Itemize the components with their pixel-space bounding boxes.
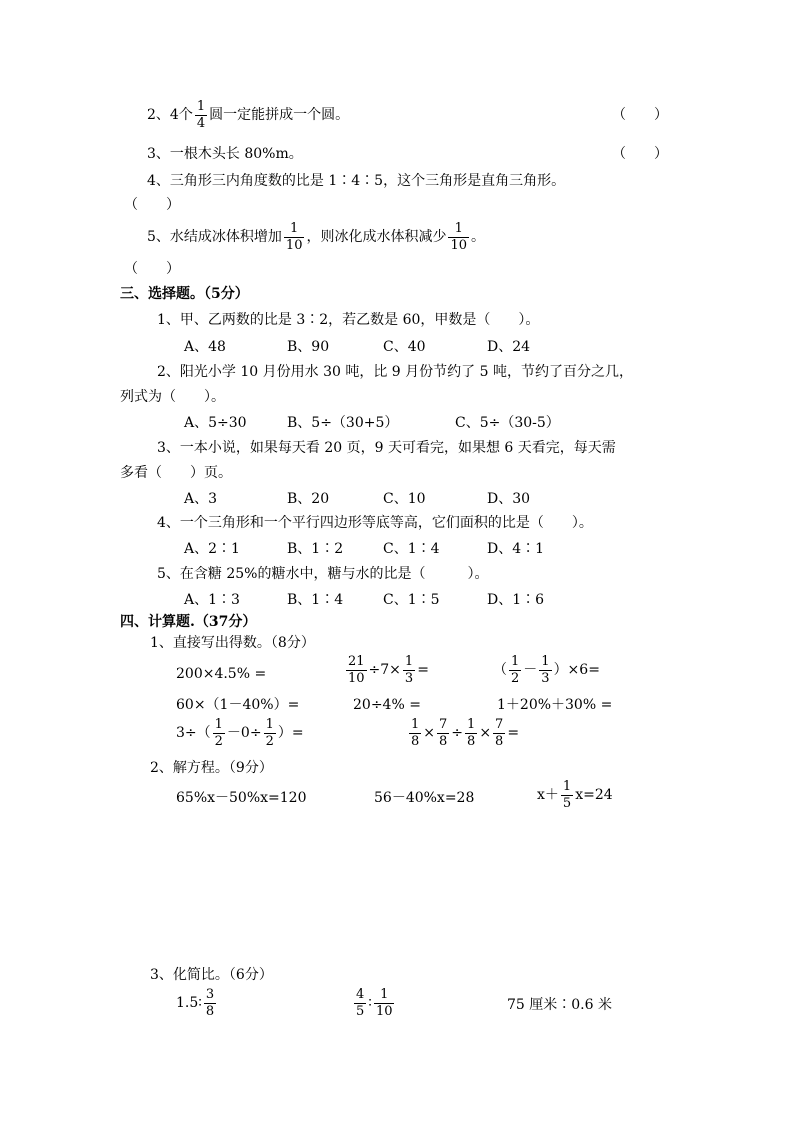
ratio-2: $\frac{4}{5}$ ∶ $\frac{1}{10}$ [356, 987, 393, 1019]
fraction: $\frac{1}{8}$ [467, 717, 476, 749]
fraction: $\frac{1}{3}$ [541, 654, 550, 686]
option[interactable]: A、48 [184, 339, 226, 355]
fraction: $\frac{3}{8}$ [205, 987, 215, 1019]
option[interactable]: D、4∶1 [487, 541, 545, 557]
option[interactable]: B、1∶4 [287, 592, 344, 608]
expr-3: （ $\frac{1}{2}$ － $\frac{1}{3}$ ）×6= [493, 654, 600, 686]
expr-2: $\frac{21}{10}$ ÷7× $\frac{1}{3}$ = [348, 654, 429, 686]
subsection-title: 2、解方程。（9分） [150, 760, 273, 776]
expr-5: 20÷4% = [353, 697, 421, 713]
fraction: $\frac{1}{4}$ [196, 99, 206, 131]
option[interactable]: B、1∶2 [287, 541, 344, 557]
equation-2: 56－40%x=28 [374, 790, 475, 806]
fraction: $\frac{1}{5}$ [562, 779, 572, 811]
fraction: $\frac{1}{2}$ [511, 654, 520, 686]
answer-paren[interactable]: （ ） [124, 261, 180, 277]
fraction: $\frac{1}{10}$ [375, 987, 393, 1019]
subsection-title: 1、直接写出得数。（8分） [150, 635, 315, 651]
option[interactable]: B、90 [287, 339, 330, 355]
option[interactable]: A、1∶3 [184, 592, 240, 608]
fraction: $\frac{1}{3}$ [404, 654, 414, 686]
option[interactable]: C、1∶4 [383, 541, 440, 557]
judge-q2-pre: 2、4个 [147, 107, 193, 124]
choice-q2-line2: 列式为（ ）。 [120, 389, 225, 405]
judge-q3: 3、一根木头长 80%m。 [147, 146, 303, 162]
fraction: $\frac{1}{10}$ [285, 221, 303, 253]
choice-q1: 1、甲、乙两数的比是 3∶2，若乙数是 60，甲数是（ ）。 [157, 312, 540, 328]
ratio-1: 1.5∶ $\frac{3}{8}$ [176, 987, 215, 1019]
expr-7: 3÷（ $\frac{1}{2}$ －0÷ $\frac{1}{2}$ ）= [176, 717, 304, 749]
option[interactable]: A、3 [184, 491, 218, 507]
fraction: $\frac{7}{8}$ [439, 717, 448, 749]
judge-q4: 4、三角形三内角度数的比是 1∶4∶5，这个三角形是直角三角形。 [147, 173, 566, 189]
fraction: $\frac{4}{5}$ [356, 987, 365, 1019]
expr-8: $\frac{1}{8}$ × $\frac{7}{8}$ ÷ $\frac{1}{8}$ × $\frac{7}{8}$ = [411, 717, 520, 749]
option[interactable]: C、1∶5 [383, 592, 440, 608]
fraction: $\frac{21}{10}$ [348, 654, 365, 686]
subsection-title: 3、化简比。（6分） [150, 967, 273, 983]
option[interactable]: D、1∶6 [487, 592, 545, 608]
answer-paren[interactable]: （ ） [124, 197, 180, 213]
option[interactable]: B、20 [287, 491, 330, 507]
choice-q3-line1: 3、一本小说，如果每天看 20 页，9 天可看完，如果想 6 天看完，每天需 [157, 440, 616, 456]
fraction: $\frac{1}{2}$ [214, 717, 223, 749]
option[interactable]: A、5÷30 [184, 415, 247, 431]
judge-q5: 5、水结成冰体积增加 $\frac{1}{10}$ ，则冰化成水体积减少 $\frac{1}{10}$ 。 [147, 221, 486, 253]
choice-q4: 4、一个三角形和一个平行四边形等底等高，它们面积的比是（ ）。 [157, 515, 593, 531]
section-heading-choice: 三、选择题。（5分） [120, 286, 249, 302]
choice-q2-line1: 2、阳光小学 10 月份用水 30 吨，比 9 月份节约了 5 吨，节约了百分之几， [157, 364, 633, 380]
option[interactable]: B、5÷（30+5） [287, 415, 399, 431]
choice-q3-line2: 多看（ ）页。 [120, 465, 232, 481]
expr-1: 200×4.5% = [176, 666, 267, 682]
fraction: $\frac{1}{8}$ [411, 717, 420, 749]
option[interactable]: D、30 [487, 491, 531, 507]
ratio-3: 75 厘米∶0.6 米 [507, 997, 612, 1013]
option[interactable]: C、40 [383, 339, 426, 355]
judge-q2-post: 圆一定能拼成一个圆。 [209, 107, 350, 124]
equation-1: 65%x－50%x=120 [176, 790, 307, 806]
fraction: $\frac{1}{10}$ [450, 221, 468, 253]
equation-3: x＋ $\frac{1}{5}$ x=24 [537, 779, 613, 811]
choice-q5: 5、在含糖 25%的糖水中，糖与水的比是（ ）。 [157, 566, 489, 582]
expr-4: 60×（1－40%）= [176, 697, 300, 713]
judge-q2 [147, 100, 349, 130]
option[interactable]: C、5÷（30-5） [455, 415, 560, 431]
option[interactable]: C、10 [383, 491, 426, 507]
fraction: $\frac{1}{2}$ [265, 717, 274, 749]
option[interactable]: A、2∶1 [184, 541, 240, 557]
section-heading-calc: 四、计算题.（37分） [120, 614, 257, 630]
answer-paren[interactable]: （ ） [612, 107, 668, 123]
answer-paren[interactable]: （ ） [612, 146, 668, 162]
option[interactable]: D、24 [487, 339, 531, 355]
expr-6: 1＋20%＋30% = [497, 697, 613, 713]
fraction: $\frac{7}{8}$ [495, 717, 504, 749]
